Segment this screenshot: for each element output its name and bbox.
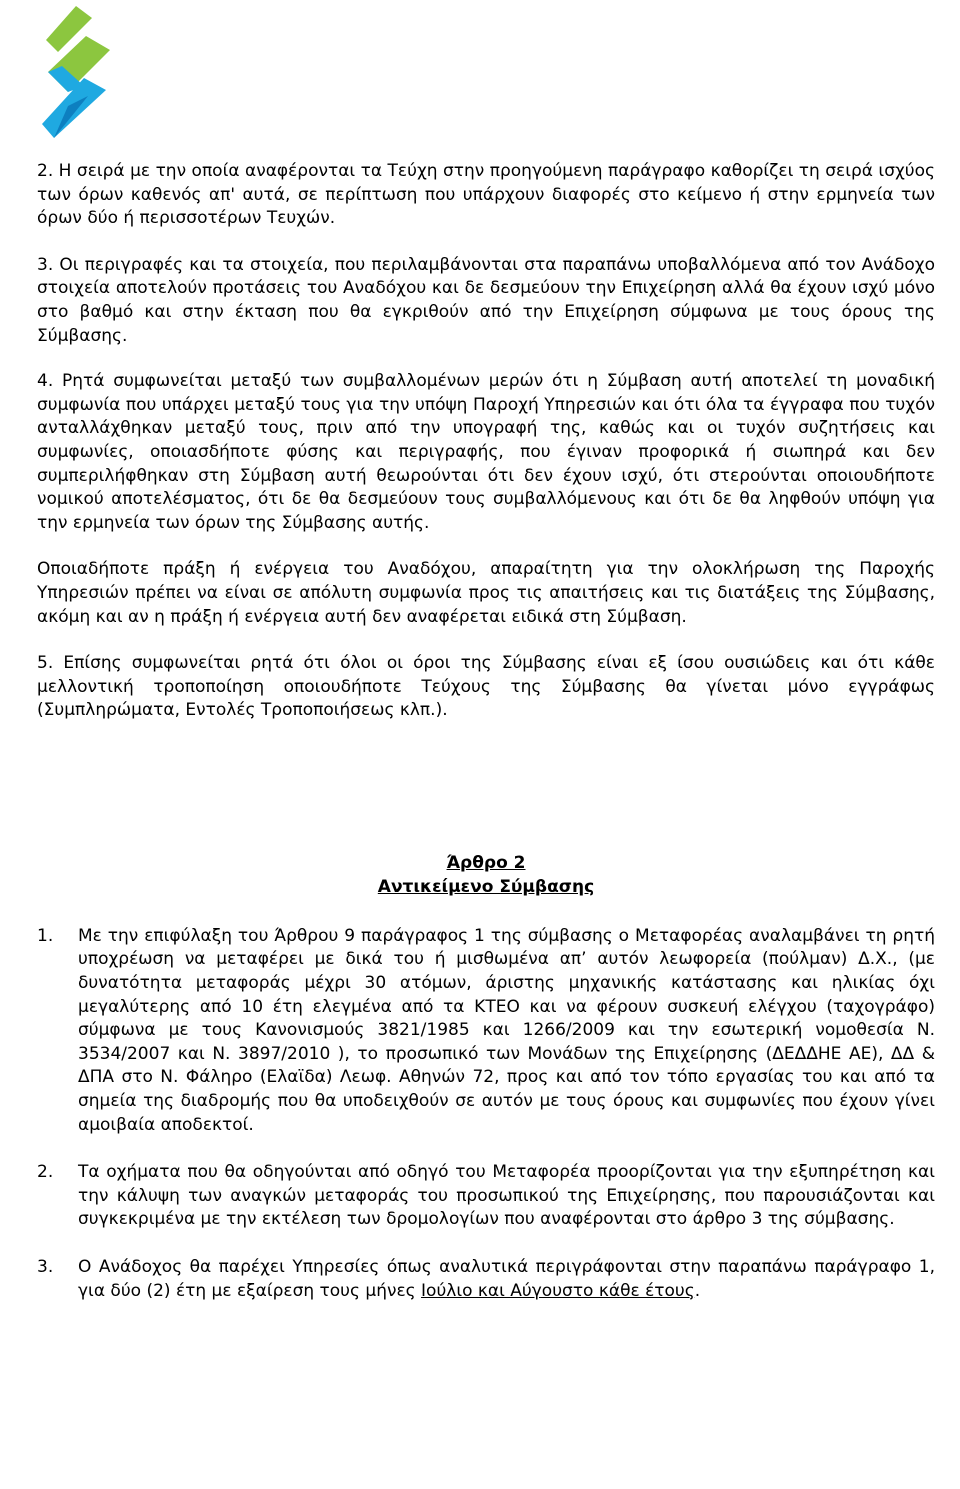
paragraph-4-continued: Οποιαδήποτε πράξη ή ενέργεια του Αναδόχου, απαραίτητη για την ολοκλήρωση της Παροχής Υπηρεσιών πρέπει να είναι σε απόλυτη συμφωνία προς τις απαιτήσεις και τις διατάξεις της Σύμβασης, ακόμη και αν η πράξη ή ενέργεια αυτή δεν αναφέρεται ειδικά στη Σύμβαση.: [37, 559, 935, 627]
paragraph-2: 2. Η σειρά με την οποία αναφέρονται τα Τεύχη στην προηγούμενη παράγραφο καθορίζει τη σειρά ισχύος των όρων καθενός απ' αυτά, σε περίπτωση που υπάρχουν διαφορές στο κείμενο ή στην ερμηνεία των όρων δύο ή περισσοτέρων Τευχών.: [37, 161, 935, 229]
list-item-text: Με την επιφύλαξη του Άρθρου 9 παράγραφος 1 της σύμβασης ο Μεταφορέας αναλαμβάνει τη ρητή υποχρέωση να μεταφέρει με δικά του ή μισθωμένα απ’ αυτόν λεωφορεία (πούλμαν) Δ.Χ., (με δυνατότητα μεταφοράς μέχρι 30 ατόμων, άριστης μηχανικής κατάστασης και ηλικίας όχι μεγαλύτερης από 10 έτη ελεγμένα από τα ΚΤΕΟ και να φέρουν συσκευή ελέγχου (ταχογράφο) σύμφωνα με τους Κανονισμούς 3821/1985 και 1266/2009 και την εσωτερική νομοθεσία Ν. 3534/2007 και Ν. 3897/2010 ), το προσωπικό των Μονάδων της Επιχείρησης (ΔΕΔΔΗΕ ΑΕ), ΔΔ & ΔΠΑ στο Ν. Φάληρο (Ελαϊδα) Λεωφ. Αθηνών 72, προς και από τον τόπο εργασίας του και από τα σημεία της διαδρομής που θα υποδειχθούν σε αυτόν με τους όρους και συμφωνίες που έχουν γίνει αμοιβαία αποδεκτοί.: [78, 925, 935, 1135]
list-item: [37, 1256, 935, 1303]
brand-logo: [28, 6, 120, 138]
article-number: Άρθρο 2: [446, 852, 526, 873]
paragraph-3: 3. Οι περιγραφές και τα στοιχεία, που περιλαμβάνονται στα παραπάνω υποβαλλόμενα από τον Ανάδοχο στοιχεία αποτελούν προτάσεις του Αναδόχου και δε δεσμεύουν την Επιχείρηση αλλά θα έχουν ισχύ μόνο στο βαθμό και στην έκταση που θα εγκριθούν από την Επιχείρηση σύμφωνα με τους όρους της Σύμβασης.: [37, 254, 935, 346]
article-heading: [37, 851, 935, 899]
list-item-number: 3.: [37, 1257, 54, 1277]
list-item-text-start: Ο Ανάδοχος θα παρέχει Υπηρεσίες όπως αναλυτικά περιγράφονται στην παραπάνω παράγραφο 1, για δύο (2) έτη με εξαίρεση τους μήνες: [78, 1257, 935, 1301]
logo-mark-icon: [28, 6, 120, 138]
document-body: [37, 160, 935, 1303]
list-item-text: [78, 1256, 935, 1303]
article-title: Αντικείμενο Σύμβασης: [377, 876, 595, 897]
list-item-text-end: .: [694, 1280, 701, 1301]
list-item: [37, 925, 935, 1137]
underlined-period: Ιούλιο και Αύγουστο κάθε έτους: [421, 1280, 695, 1301]
list-item-number: 1.: [37, 925, 54, 946]
paragraph-5: 5. Επίσης συμφωνείται ρητά ότι όλοι οι όροι της Σύμβασης είναι εξ ίσου ουσιώδεις και ότι κάθε μελλοντική τροποποίηση οποιουδήποτε Τεύχους της Σύμβασης θα γίνεται μόνο εγγράφως (Συμπληρώματα, Εντολές Τροποποιήσεως κλπ.).: [37, 653, 935, 721]
list-item: [37, 1161, 935, 1232]
list-item-text: Τα οχήματα που θα οδηγούνται από οδηγό του Μεταφορέα προορίζονται για την εξυπηρέτηση και την κάλυψη των αναγκών μεταφοράς του προσωπικού της Επιχείρησης, που παρουσιάζονται και συγκεκριμένα με την εκτέλεση των δρομολογίων που αναφέρονται στο άρθρο 3 της σύμβασης.: [78, 1162, 935, 1230]
list-item-number: 2.: [37, 1162, 54, 1183]
paragraph-4: 4. Ρητά συμφωνείται μεταξύ των συμβαλλομένων μερών ότι η Σύμβαση αυτή αποτελεί τη μοναδική συμφωνία που υπάρχει μεταξύ τους για την υπόψη Παροχή Υπηρεσιών και ότι όλα τα έγγραφα που τυχόν ανταλλάχθηκαν μεταξύ τους, πριν από την υπογραφή της, καθώς και οι τυχόν συζητήσεις και συμφωνίες, οποιασδήποτε φύσης και περιγραφής, που έγιναν προφορικά ή σιωπηρά και δεν συμπεριλήφθηκαν στη Σύμβαση αυτή θεωρούνται ότι δεν έχουν ισχύ, ότι στερούνται οποιουδήποτε νομικού αποτελέσματος, ότι δε θα δεσμεύουν τους συμβαλλόμενους και ότι δε θα ληφθούν υπόψη για την ερμηνεία των όρων της Σύμβασης αυτής.: [37, 371, 935, 533]
